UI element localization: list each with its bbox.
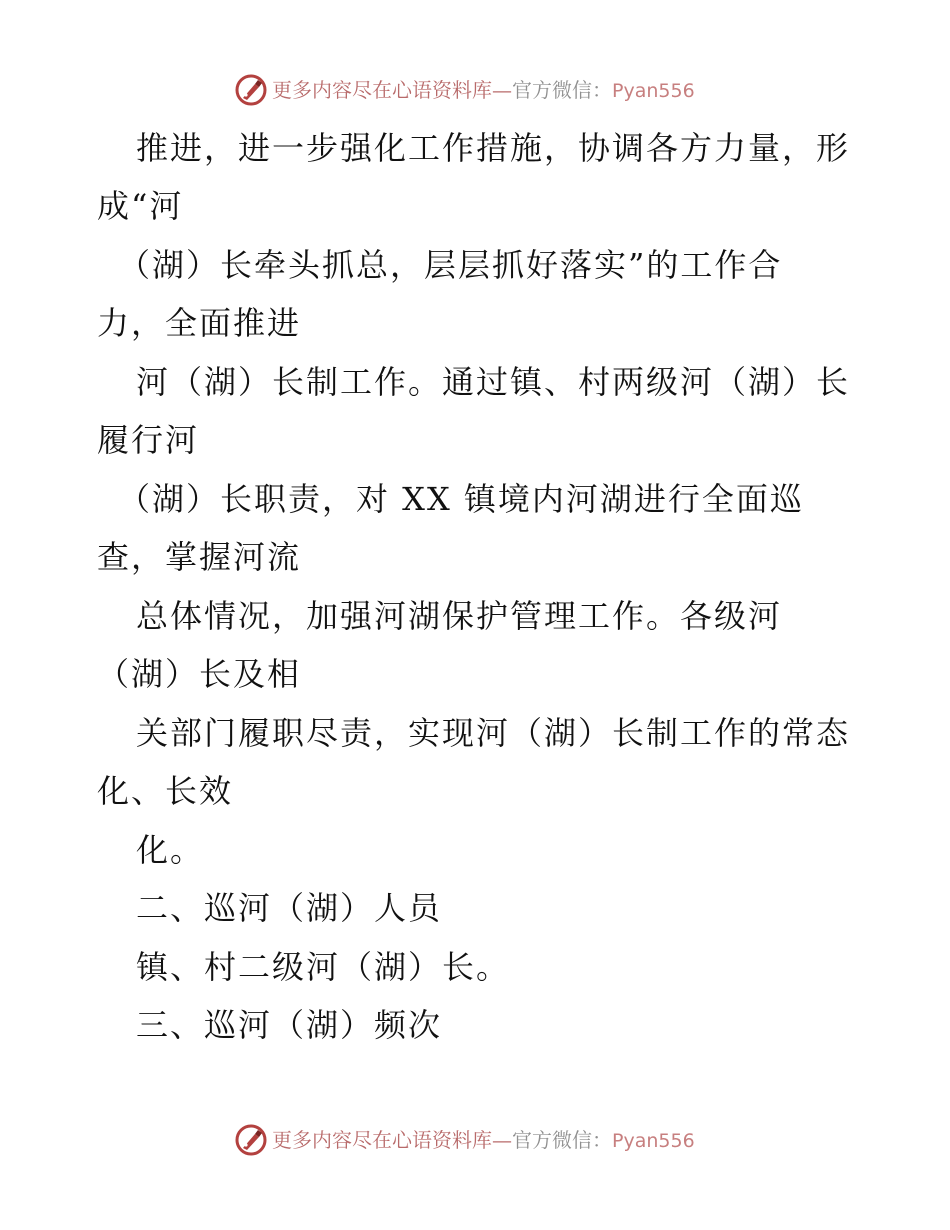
section-heading-frequency: 三、巡河（湖）频次 bbox=[136, 1006, 443, 1044]
doc-line-10: （湖）长及相 bbox=[97, 655, 302, 693]
doc-line-8: 查，掌握河流 bbox=[97, 538, 302, 576]
doc-line-2: 成“河 bbox=[97, 187, 184, 225]
footer-promo bbox=[272, 1127, 695, 1154]
footer-separator: — bbox=[492, 1128, 512, 1152]
pen-logo-icon bbox=[234, 1123, 268, 1157]
doc-line-12: 化、长效 bbox=[97, 772, 234, 810]
header-wechat-id: Pyan556 bbox=[612, 80, 695, 102]
doc-line-7: （湖）长职责，对 XX 镇境内河湖进行全面巡 bbox=[118, 480, 804, 518]
footer-promo-text: 更多内容尽在心语资料库 bbox=[272, 1128, 492, 1152]
doc-line-6: 履行河 bbox=[97, 421, 200, 459]
footer-banner bbox=[0, 1120, 950, 1160]
header-promo-text: 更多内容尽在心语资料库 bbox=[272, 78, 492, 102]
doc-line-15: 镇、村二级河（湖）长。 bbox=[136, 948, 511, 986]
doc-line-3: （湖）长牵头抓总，层层抓好落实”的工作合 bbox=[118, 246, 783, 284]
header-separator: — bbox=[492, 78, 512, 102]
header-promo bbox=[272, 77, 695, 104]
doc-line-13: 化。 bbox=[136, 831, 205, 869]
doc-line-5: 河（湖）长制工作。通过镇、村两级河（湖）长 bbox=[136, 363, 851, 401]
pen-logo-icon bbox=[234, 73, 268, 107]
footer-wechat-label: 官方微信： bbox=[512, 1128, 612, 1152]
doc-line-9: 总体情况，加强河湖保护管理工作。各级河 bbox=[136, 597, 783, 635]
footer-wechat-id: Pyan556 bbox=[612, 1130, 695, 1152]
section-heading-personnel: 二、巡河（湖）人员 bbox=[136, 889, 443, 927]
doc-line-1: 推进，进一步强化工作措施，协调各方力量，形 bbox=[136, 129, 851, 167]
doc-line-4: 力，全面推进 bbox=[97, 304, 302, 342]
header-banner bbox=[0, 70, 950, 110]
doc-line-11: 关部门履职尽责，实现河（湖）长制工作的常态 bbox=[136, 714, 851, 752]
header-wechat-label: 官方微信： bbox=[512, 78, 612, 102]
